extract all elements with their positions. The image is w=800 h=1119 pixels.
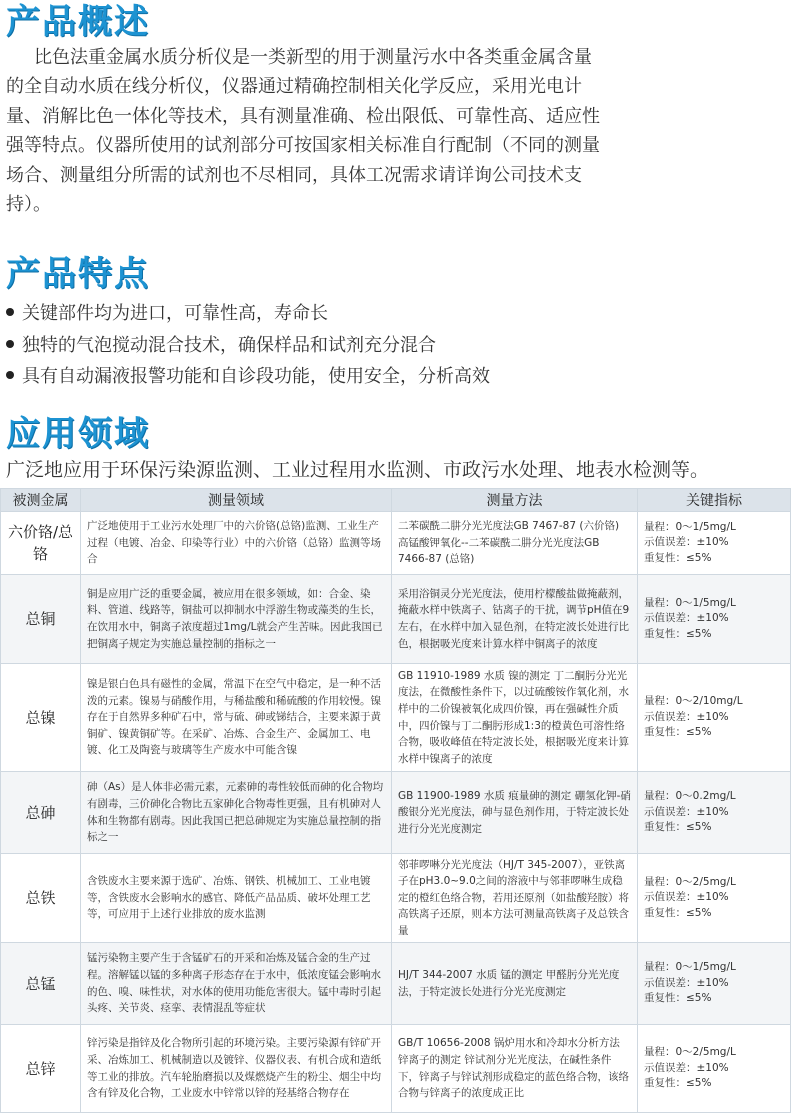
header-kpi: 关键指标 [638, 489, 791, 512]
kpi-error: 示值误差：±10% [644, 536, 729, 549]
table-row [1, 854, 791, 943]
kpi-error: 示值误差：±10% [644, 805, 729, 818]
kpi-repeat: 重复性：≤5% [644, 1077, 712, 1090]
kpi-error: 示值误差：±10% [644, 710, 729, 723]
kpi-range: 量程：0～2/5mg/L [644, 1046, 736, 1059]
table-row [1, 943, 791, 1025]
kpi-range: 量程：0～1/5mg/L [644, 520, 736, 533]
header-field: 测量领域 [81, 489, 392, 512]
bullet-icon [6, 340, 14, 348]
kpi-error: 示值误差：±10% [644, 976, 729, 989]
spec-table [0, 488, 791, 1113]
features-list [6, 298, 490, 393]
kpi-range: 量程：0～1/5mg/L [644, 961, 736, 974]
bullet-icon [6, 371, 14, 379]
table-header-row [1, 489, 791, 512]
kpi-cell [638, 943, 791, 1025]
field-cell: 广泛地使用于工业污水处理厂中的六价铬(总铬)监测、工业生产过程（电镀、冶金、印染等行业）中的六价铬（总铬）监测等场合 [81, 512, 392, 575]
table-row [1, 1025, 791, 1113]
kpi-cell [638, 512, 791, 575]
kpi-error: 示值误差：±10% [644, 1061, 729, 1074]
metal-cell: 总锰 [1, 943, 81, 1025]
features-title: 产品特点 [6, 254, 150, 294]
method-cell: GB 11910-1989 水质 镍的测定 丁二酮肟分光光度法，在微酸性条件下，以过硫酸铵作氧化剂，水样中的二价镍被氧化成四价镍，再在强碱性介质中，四价镍与丁二酮肟形成1:3的橙黄色可溶性络合物，吸收峰值在特定波长处，根据吸光度来计算水样中镍离子的浓度 [392, 664, 638, 772]
metal-cell: 总铁 [1, 854, 81, 943]
kpi-cell [638, 575, 791, 664]
method-cell: 采用浴铜灵分光光度法，使用柠檬酸盐做掩蔽剂，掩蔽水样中铁离子、钴离子的干扰，调节pH值在9左右，在水样中加入显色剂，在特定波长处进行比色，根据吸光度来计算水样中铜离子的浓度 [392, 575, 638, 664]
kpi-cell [638, 854, 791, 943]
kpi-cell [638, 772, 791, 854]
kpi-error: 示值误差：±10% [644, 891, 729, 904]
field-cell: 镍是银白色具有磁性的金属，常温下在空气中稳定，是一种不活泼的元素。镍易与硝酸作用，与稀盐酸和稀硫酸的作用较慢。镍存在于自然界多种矿石中，常与硫、砷或锑结合，主要来源于黄铜矿、镍黄铜矿等。在采矿、冶炼、合金生产、金属加工、电镀、化工及陶瓷与玻璃等生产废水中可能含镍 [81, 664, 392, 772]
kpi-repeat: 重复性：≤5% [644, 821, 712, 834]
table-row [1, 575, 791, 664]
field-cell: 锌污染是指锌及化合物所引起的环境污染。主要污染源有锌矿开采、冶炼加工、机械制造以及镀锌、仪器仪表、有机合成和造纸等工业的排放。汽车轮胎磨损以及煤燃烧产生的粉尘、烟尘中均含有锌及化合物，工业废水中锌常以锌的羟基络合物存在 [81, 1025, 392, 1113]
overview-body: 比色法重金属水质分析仪是一类新型的用于测量污水中各类重金属含量的全自动水质在线分析仪，仪器通过精确控制相关化学反应，采用光电计量、消解比色一体化等技术，具有测量准确、检出限低、可靠性高、适应性强等特点。仪器所使用的试剂部分可按国家相关标准自行配制（不同的测量场合、测量组分所需的试剂也不尽相同，具体工况需求请详询公司技术支持）。 [6, 47, 600, 216]
kpi-range: 量程：0～0.2mg/L [644, 790, 736, 803]
method-cell: 二苯碳酰二肼分光光度法GB 7467-87 (六价铬) 高锰酸钾氧化--二苯碳酰二肼分光光度法GB 7466-87 (总铬) [392, 512, 638, 575]
method-cell: GB/T 10656-2008 锅炉用水和冷却水分析方法 锌离子的测定 锌试剂分光光度法，在碱性条件下，锌离子与锌试剂形成稳定的蓝色络合物，该络合物与锌离子的浓度成正比 [392, 1025, 638, 1113]
field-cell: 铜是应用广泛的重要金属，被应用在很多领域，如：合金、染料、管道、线路等，铜盐可以抑制水中浮游生物或藻类的生长，在饮用水中，铜离子浓度超过1mg/L就会产生苦味。因此我国已把铜离子规定为实施总量控制的指标之一 [81, 575, 392, 664]
method-cell: GB 11900-1989 水质 痕量砷的测定 硼氢化钾-硝酸银分光光度法，砷与显色剂作用，于特定波长处进行分光光度测定 [392, 772, 638, 854]
kpi-error: 示值误差：±10% [644, 612, 729, 625]
table-row [1, 664, 791, 772]
table-row [1, 512, 791, 575]
kpi-repeat: 重复性：≤5% [644, 726, 712, 739]
method-cell: HJ/T 344-2007 水质 锰的测定 甲醛肟分光光度法，于特定波长处进行分光光度测定 [392, 943, 638, 1025]
applications-title: 应用领域 [6, 414, 150, 454]
field-cell: 锰污染物主要产生于含锰矿石的开采和冶炼及锰合金的生产过程。溶解锰以锰的多种离子形态存在于水中，低浓度锰会影响水的色、嗅、味性状，对水体的使用功能危害很大。锰中毒时引起头疼、关节炎、痉挛、表情混乱等症状 [81, 943, 392, 1025]
kpi-repeat: 重复性：≤5% [644, 992, 712, 1005]
overview-title: 产品概述 [6, 2, 150, 42]
applications-intro: 广泛地应用于环保污染源监测、工业过程用水监测、市政污水处理、地表水检测等。 [6, 459, 710, 481]
kpi-repeat: 重复性：≤5% [644, 906, 712, 919]
metal-cell: 总砷 [1, 772, 81, 854]
kpi-range: 量程：0～2/5mg/L [644, 875, 736, 888]
method-cell: 邻菲啰啉分光光度法（HJ/T 345-2007），亚铁离子在pH3.0~9.0之间的溶液中与邻菲啰啉生成稳定的橙红色络合物，若用还原剂（如盐酸羟胺）将高铁离子还原，则本方法可测量高铁离子及总铁含量 [392, 854, 638, 943]
kpi-range: 量程：0～1/5mg/L [644, 596, 736, 609]
kpi-cell [638, 1025, 791, 1113]
kpi-range: 量程：0～2/10mg/L [644, 695, 743, 708]
table-row [1, 772, 791, 854]
feature-item: 具有自动漏液报警功能和自诊段功能，使用安全，分析高效 [6, 361, 490, 393]
header-metal: 被测金属 [1, 489, 81, 512]
kpi-repeat: 重复性：≤5% [644, 627, 712, 640]
feature-item: 关键部件均为进口，可靠性高，寿命长 [6, 298, 490, 330]
metal-cell: 总铜 [1, 575, 81, 664]
kpi-cell [638, 664, 791, 772]
overview-text [6, 43, 606, 219]
bullet-icon [6, 308, 14, 316]
metal-cell: 总镍 [1, 664, 81, 772]
kpi-repeat: 重复性：≤5% [644, 551, 712, 564]
metal-cell: 六价铬/总铬 [1, 512, 81, 575]
field-cell: 砷（As）是人体非必需元素，元素砷的毒性较低而砷的化合物均有剧毒，三价砷化合物比五家砷化合物毒性更强，且有机砷对人体和生物都有剧毒。因此我国已把总砷规定为实施总量控制的指标之一 [81, 772, 392, 854]
field-cell: 含铁废水主要来源于选矿、冶炼、钢铁、机械加工、工业电镀等，含铁废水会影响水的感官、降低产品品质、破坏处理工艺等，可应用于上述行业排放的废水监测 [81, 854, 392, 943]
header-method: 测量方法 [392, 489, 638, 512]
feature-item: 独特的气泡搅动混合技术，确保样品和试剂充分混合 [6, 330, 490, 362]
metal-cell: 总锌 [1, 1025, 81, 1113]
